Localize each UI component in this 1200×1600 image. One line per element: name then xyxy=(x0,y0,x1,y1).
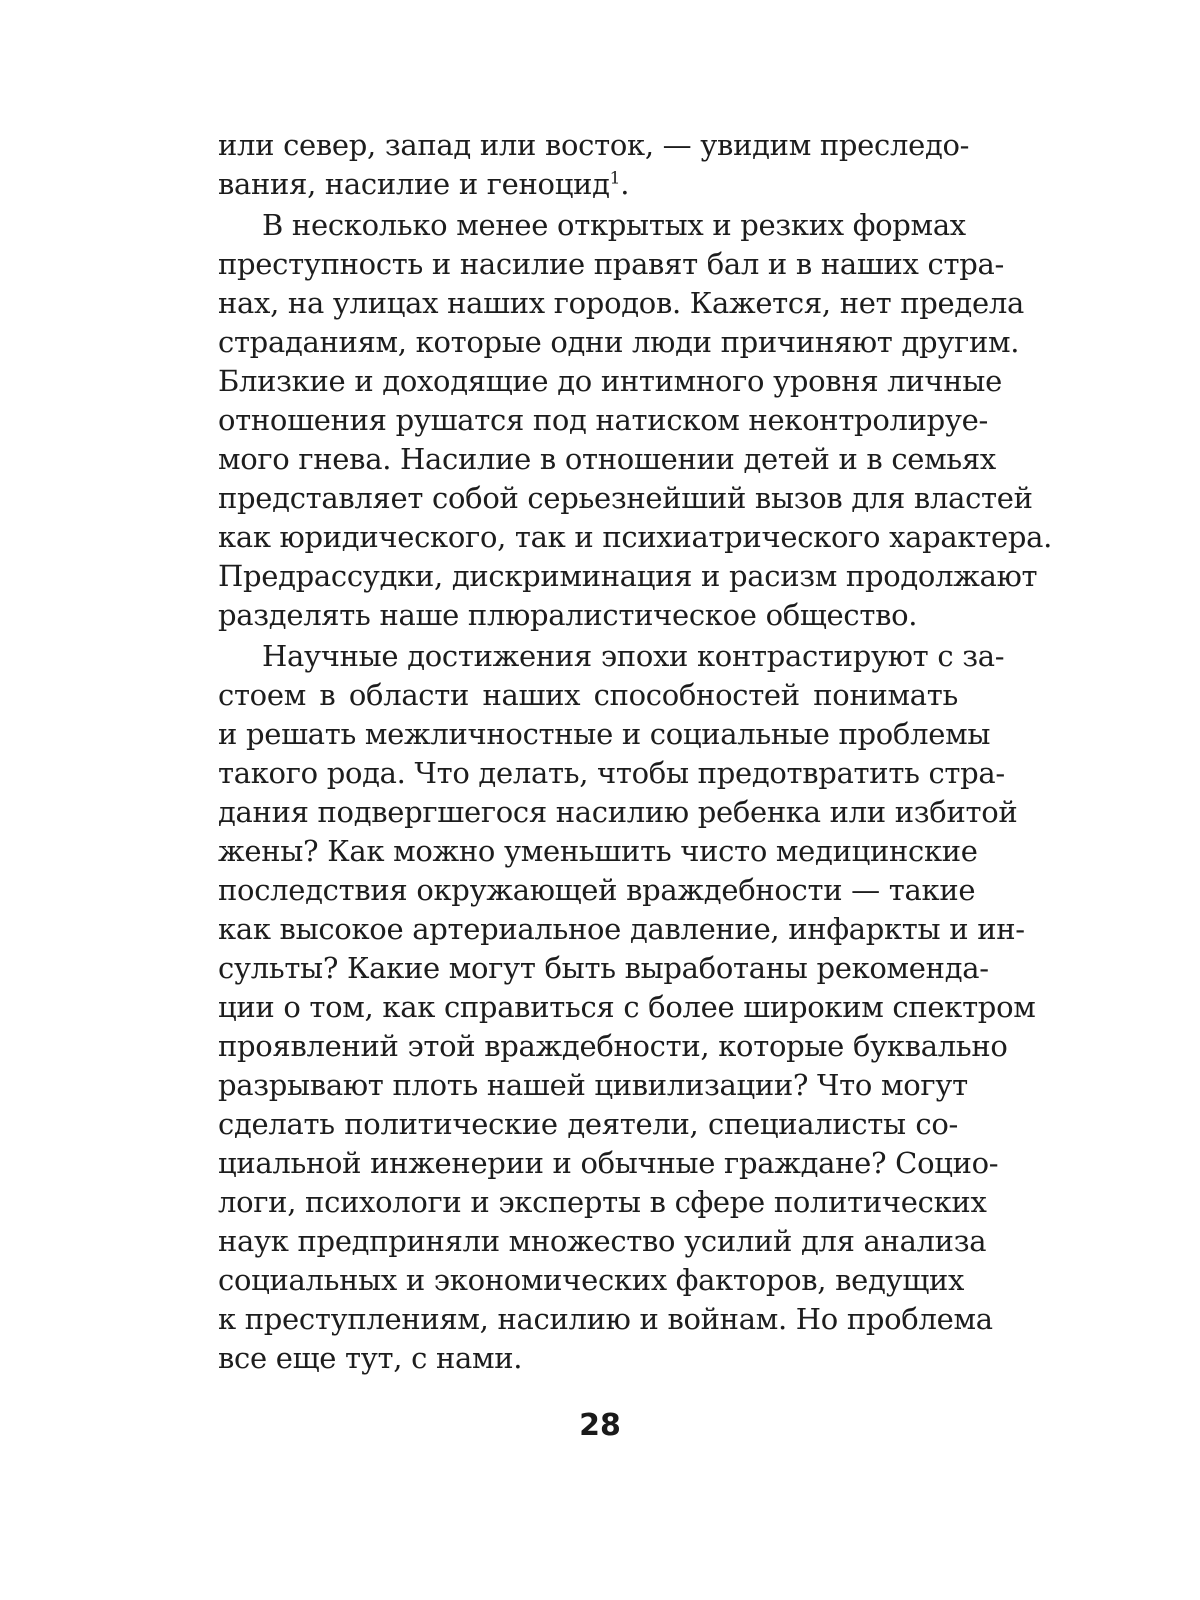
text-line: последствия окружающей враждебности — такие xyxy=(218,873,976,907)
text-line: страданиям, которые одни люди причиняют другим. xyxy=(218,325,1020,359)
text-line: разрывают плоть нашей цивилизации? Что могут xyxy=(218,1068,968,1102)
text-line: логи, психологи и эксперты в сфере политических xyxy=(218,1185,987,1219)
sentence-period: . xyxy=(620,167,630,201)
text-line: социальных и экономических факторов, ведущих xyxy=(218,1263,965,1297)
text-line: как юридического, так и психиатрического характера. xyxy=(218,520,1052,554)
text-line: стоем в области наших способностей понимать xyxy=(218,678,958,712)
text-line: жены? Как можно уменьшить чисто медицинские xyxy=(218,834,978,868)
text-line: мого гнева. Насилие в отношении детей и в семьях xyxy=(218,442,996,476)
text-line: циальной инженерии и обычные граждане? Социо- xyxy=(218,1146,999,1180)
text-line: сульты? Какие могут быть выработаны рекоменда- xyxy=(218,951,989,985)
text-line: Близкие и доходящие до интимного уровня личные xyxy=(218,364,1002,398)
text-line: такого рода. Что делать, чтобы предотвратить стра- xyxy=(218,756,1005,790)
page-number: 28 xyxy=(579,1408,621,1443)
text-line: сделать политические деятели, специалисты со- xyxy=(218,1107,958,1141)
text-line: как высокое артериальное давление, инфаркты и ин- xyxy=(218,912,1025,946)
footnote-marker[interactable]: 1 xyxy=(609,168,621,189)
text-line: ции о том, как справиться с более широким спектром xyxy=(218,990,1036,1024)
text-line-with-footnote xyxy=(218,165,958,204)
text-line: проявлений этой враждебности, которые буквально xyxy=(218,1029,1008,1063)
paragraph-first-line: В несколько менее открытых и резких формах xyxy=(262,208,966,242)
text-line: все еще тут, с нами. xyxy=(218,1341,523,1375)
text-line: наук предприняли множество усилий для анализа xyxy=(218,1224,987,1258)
text-line: отношения рушатся под натиском неконтролируе- xyxy=(218,403,989,437)
text-line: дания подвергшегося насилию ребенка или избитой xyxy=(218,795,1018,829)
paragraph-first-line: Научные достижения эпохи контрастируют с за- xyxy=(262,639,1005,673)
text-line: разделять наше плюралистическое общество. xyxy=(218,598,918,632)
text-line: и решать межличностные и социальные проблемы xyxy=(218,717,991,751)
text-line: преступность и насилие правят бал и в наших стра- xyxy=(218,247,1004,281)
text-line: Предрассудки, дискриминация и расизм продолжают xyxy=(218,559,1038,593)
text-line: к преступлениям, насилию и войнам. Но проблема xyxy=(218,1302,993,1336)
text-line: нах, на улицах наших городов. Кажется, нет предела xyxy=(218,286,1024,320)
text-line-content: вания, насилие и геноцид xyxy=(218,167,610,201)
text-line: или север, запад или восток, — увидим преследо- xyxy=(218,128,970,162)
text-line: представляет собой серьезнейший вызов для властей xyxy=(218,481,1033,515)
body-text xyxy=(218,126,1052,1378)
